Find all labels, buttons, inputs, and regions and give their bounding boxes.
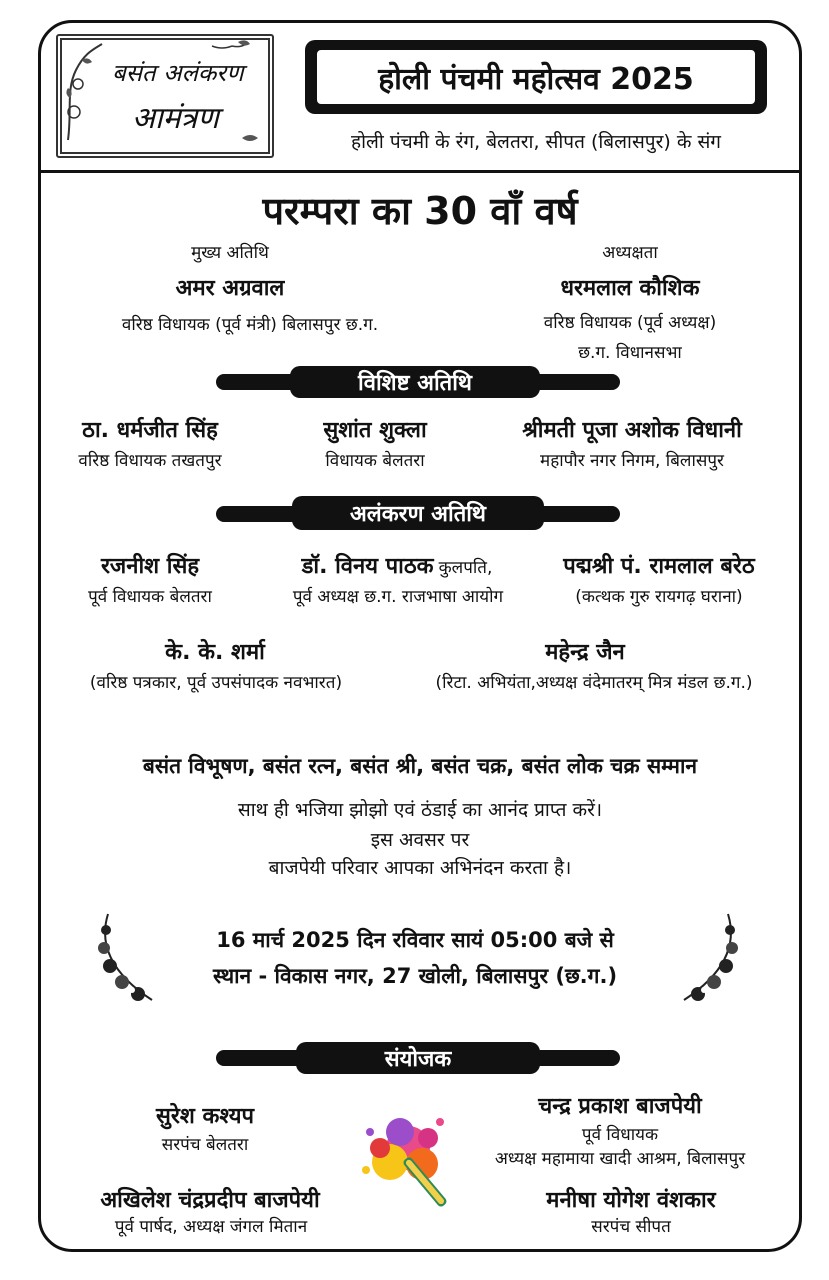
presidency-name: धरमलाल कौशिक <box>560 276 700 301</box>
award-guest-1-name: रजनीश सिंह <box>100 554 200 579</box>
special-guest-1-desc: वरिष्ठ विधायक तखतपुर <box>78 451 222 471</box>
special-guest-2-name: सुशांत शुक्ला <box>323 418 427 443</box>
organiser-1-desc: सरपंच बेलतरा <box>161 1135 249 1155</box>
special-guests-heading: विशिष्ट अतिथि <box>290 366 540 398</box>
message-line3: बाजपेयी परिवार आपका अभिनंदन करता है। <box>268 857 572 879</box>
award-guest-2-name-row <box>262 550 532 580</box>
emblem-line2: आमंत्रण <box>132 101 219 136</box>
award-guest-1-desc: पूर्व विधायक बेलतरा <box>88 587 212 607</box>
organiser-4-desc: सरपंच सीपत <box>591 1217 671 1237</box>
organiser-2-name: चन्द्र प्रकाश बाजपेयी <box>538 1094 702 1119</box>
message-line2: इस अवसर पर <box>370 829 470 851</box>
emblem-line1: बसंत अलंकरण <box>112 59 244 87</box>
chief-guest-name: अमर अग्रवाल <box>175 276 285 301</box>
special-guest-1-name: ठा. धर्मजीत सिंह <box>82 418 218 443</box>
organiser-3-desc: पूर्व पार्षद, अध्यक्ष जंगल मितान <box>114 1217 308 1237</box>
message-line1: साथ ही भजिया झोझो एवं ठंडाई का आनंद प्राप्त करें। <box>237 799 603 821</box>
holi-colour-splash-icon <box>350 1092 470 1212</box>
festival-subtitle: होली पंचमी के रंग, बेलतरा, सीपत (बिलासपुर) के संग <box>351 131 721 153</box>
award-guest-2-suffix: कुलपति, <box>438 558 493 578</box>
event-venue: स्थान - विकास नगर, 27 खोली, बिलासपुर (छ.ग.) <box>212 964 618 988</box>
award-guest-2-desc: पूर्व अध्यक्ष छ.ग. राजभाषा आयोग <box>292 587 504 607</box>
organisers-heading: संयोजक <box>296 1042 540 1074</box>
organiser-1-name: सुरेश कश्यप <box>156 1104 254 1129</box>
floral-left-icon <box>92 910 162 1006</box>
event-datetime: 16 मार्च 2025 दिन रविवार सायं 05:00 बजे से <box>216 928 614 952</box>
presidency-label: अध्यक्षता <box>602 243 658 263</box>
award-guest-4-name: के. के. शर्मा <box>165 640 265 665</box>
honours-list: बसंत विभूषण, बसंत रत्न, बसंत श्री, बसंत चक्र, बसंत लोक चक्र सम्मान <box>142 754 698 778</box>
special-guest-3-name: श्रीमती पूजा अशोक विधानी <box>522 418 742 443</box>
award-guest-3-desc: (कत्थक गुरु रायगढ़ घराना) <box>575 587 743 607</box>
organiser-3-name: अखिलेश चंद्रप्रदीप बाजपेयी <box>100 1188 320 1213</box>
award-guest-5-name: महेन्द्र जैन <box>545 640 625 665</box>
presidency-desc1: वरिष्ठ विधायक (पूर्व अध्यक्ष) <box>543 313 717 333</box>
emblem-frame <box>56 34 274 158</box>
organiser-4-name: मनीषा योगेश वंशकार <box>546 1188 716 1213</box>
festival-title: होली पंचमी महोत्सव 2025 <box>315 48 757 106</box>
title-box <box>305 40 767 114</box>
award-guests-heading: अलंकरण अतिथि <box>292 496 544 530</box>
presidency-desc2: छ.ग. विधानसभा <box>578 343 682 363</box>
award-guest-4-desc: (वरिष्ठ पत्रकार, पूर्व उपसंपादक नवभारत) <box>89 673 343 693</box>
organiser-2-desc1: पूर्व विधायक <box>581 1125 659 1145</box>
special-guest-2-desc: विधायक बेलतरा <box>325 451 425 471</box>
header-divider <box>38 170 802 173</box>
floral-right-icon <box>674 910 744 1006</box>
chief-guest-label: मुख्य अतिथि <box>191 243 269 263</box>
tradition-heading: परम्परा का 30 वाँ वर्ष <box>262 189 578 233</box>
award-guest-3-name: पद्मश्री पं. रामलाल बरेठ <box>563 554 755 579</box>
special-guest-3-desc: महापौर नगर निगम, बिलासपुर <box>540 451 724 471</box>
award-guest-2-name: डॉ. विनय पाठक <box>301 554 434 579</box>
chief-guest-desc: वरिष्ठ विधायक (पूर्व मंत्री) बिलासपुर छ.ग. <box>121 315 379 335</box>
award-guest-5-desc: (रिटा. अभियंता,अध्यक्ष वंदेमातरम् मित्र मंडल छ.ग.) <box>435 673 753 693</box>
organiser-2-desc2: अध्यक्ष महामाया खादी आश्रम, बिलासपुर <box>494 1149 746 1169</box>
